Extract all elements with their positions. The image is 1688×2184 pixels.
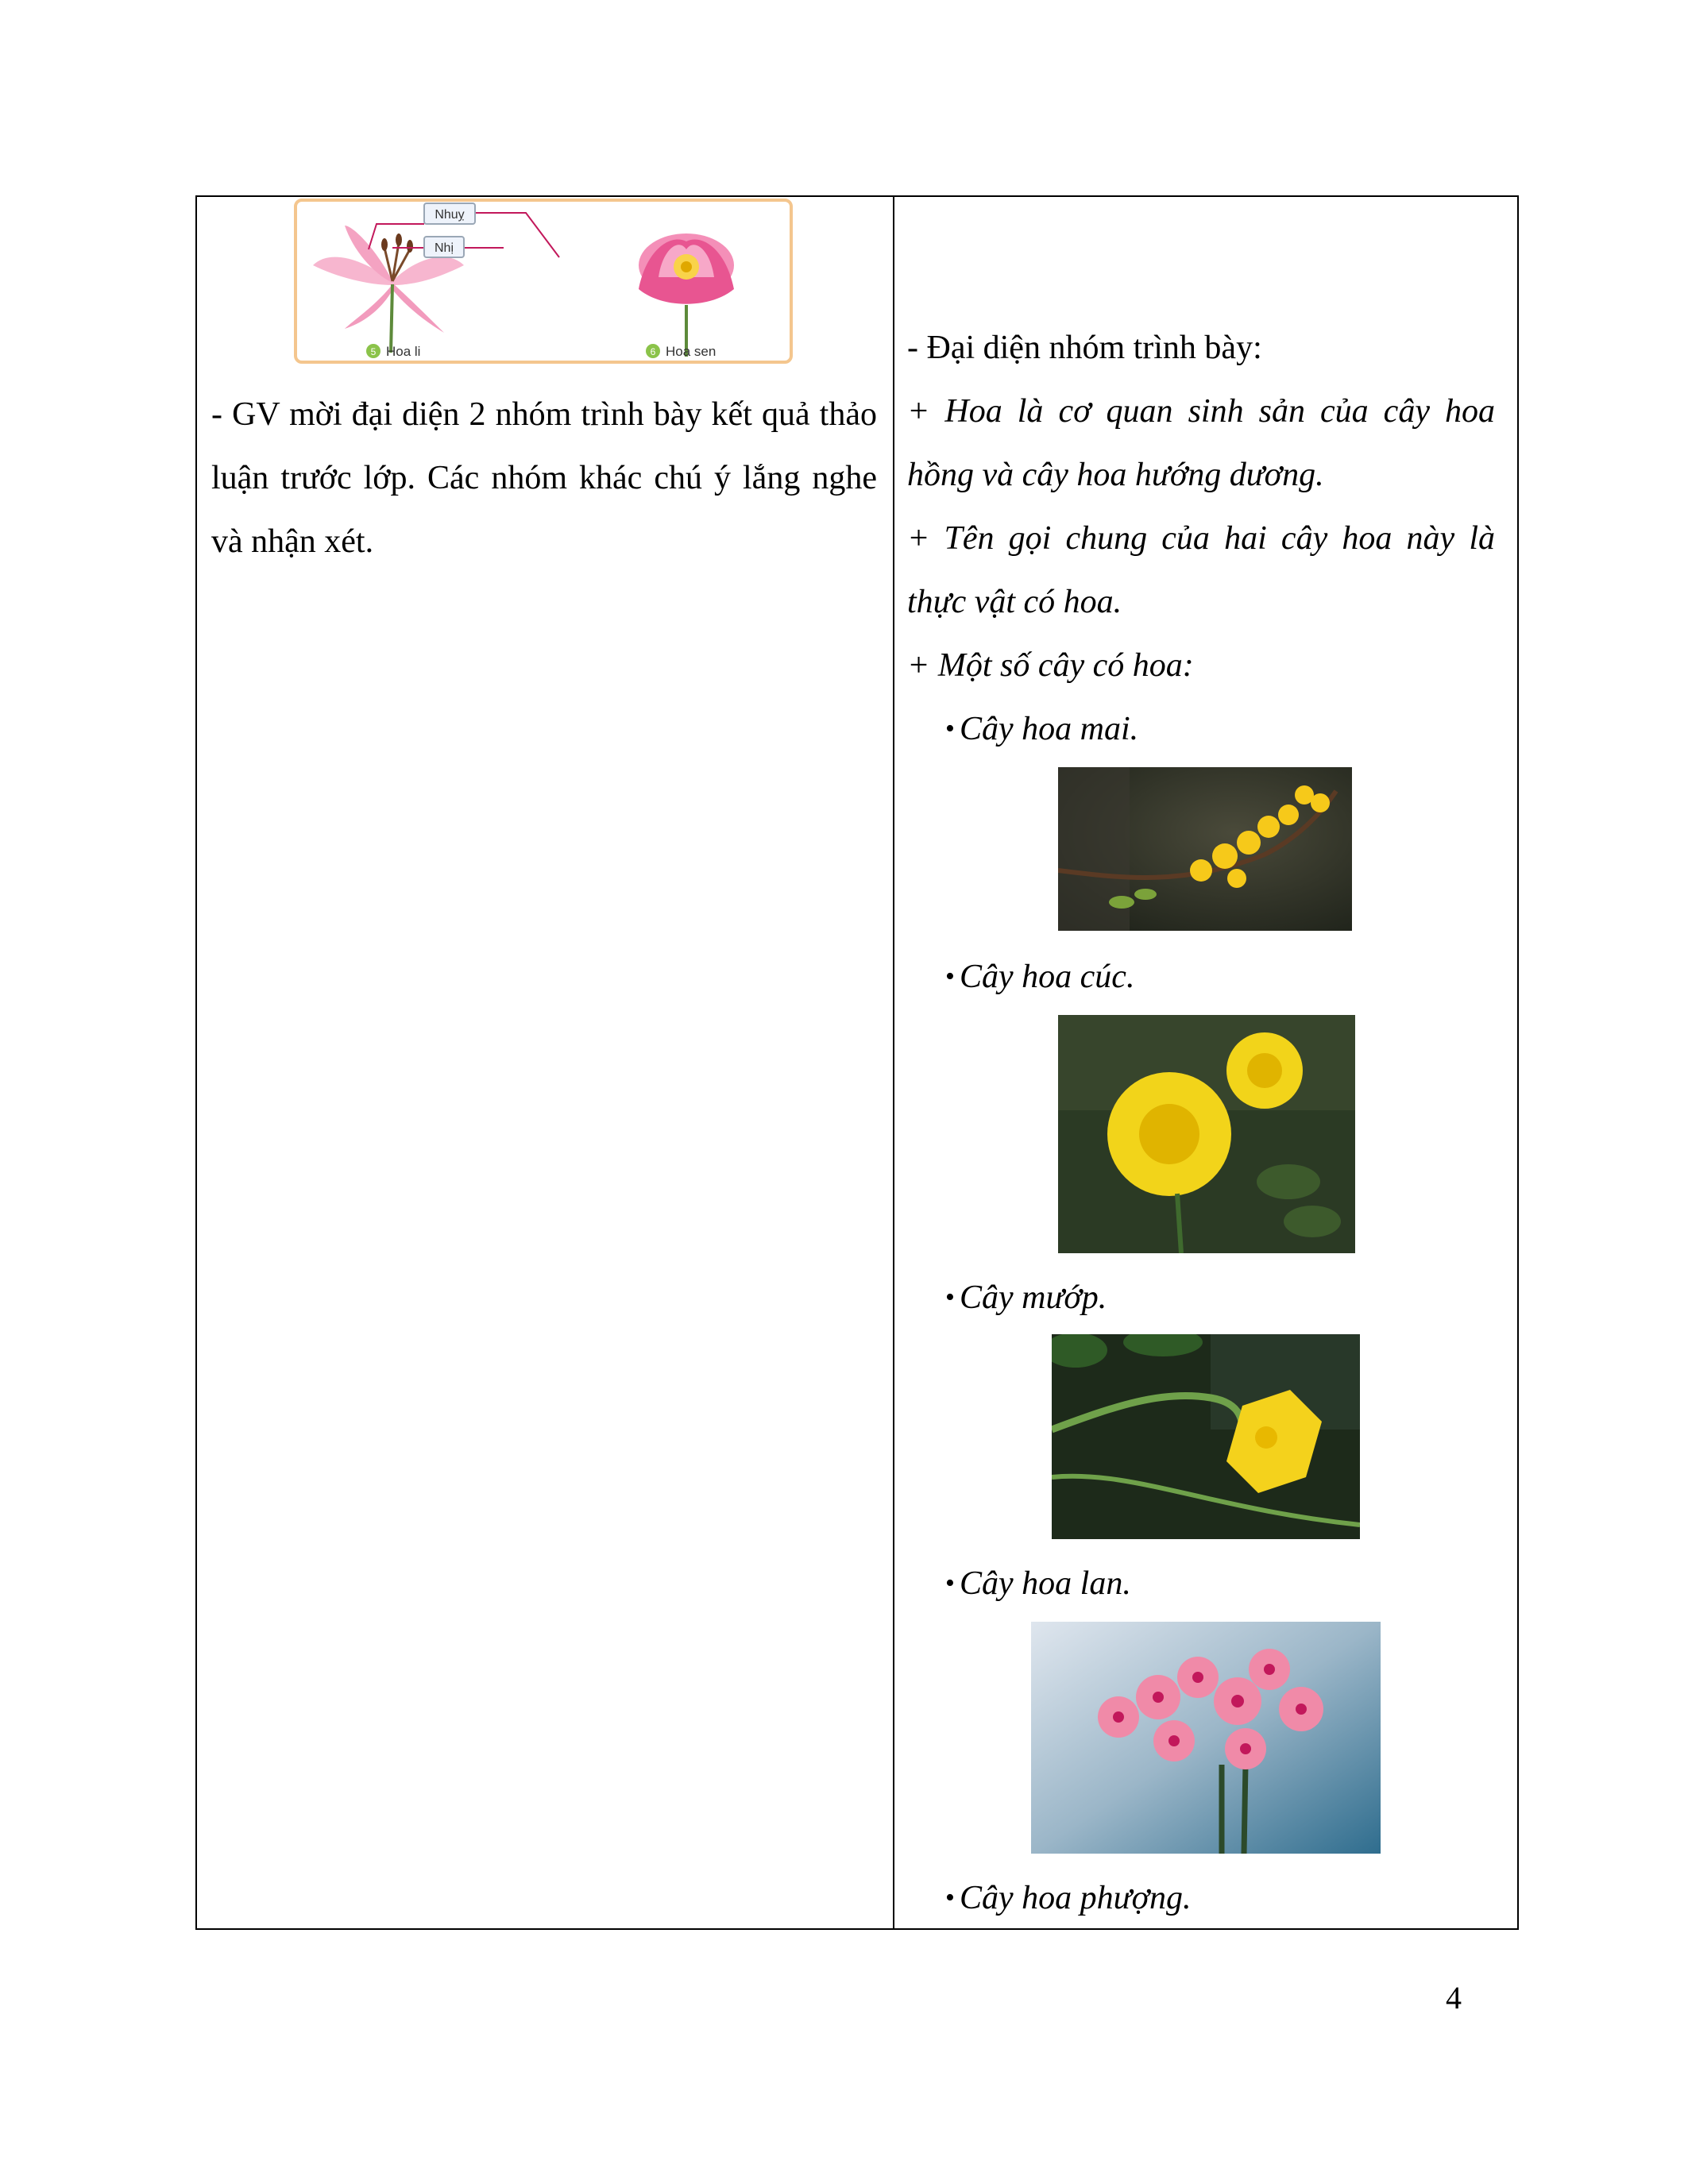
label-box-pistil <box>424 203 475 224</box>
teacher-instruction: - GV mời đại diện 2 nhóm trình bày kết quả thảo luận trước lớp. Các nhóm khác chú ý lắng nghe và nhận xét. <box>211 396 877 560</box>
photo-hoa-mai <box>1058 767 1352 931</box>
flower-diagram-svg <box>297 202 790 361</box>
caption-lily-number: 5 <box>370 346 377 357</box>
bullet-label: Cây hoa mai. <box>960 711 1139 747</box>
bullet-icon: • <box>945 962 955 991</box>
bullet-label: Cây hoa lan. <box>960 1565 1131 1602</box>
point-flower-organ: + Hoa là cơ quan sinh sản của cây hoa hồng và cây hoa hướng dương. <box>907 393 1495 493</box>
group-presentation-intro: - Đại diện nhóm trình bày: <box>907 330 1262 366</box>
bullet-icon: • <box>945 1283 955 1312</box>
photo-hoa-lan <box>1031 1622 1381 1854</box>
bullet-label: Cây hoa phượng. <box>960 1880 1192 1916</box>
flower-parts-diagram <box>294 199 793 364</box>
photo-muop <box>1052 1334 1360 1539</box>
photo-hoa-cuc <box>1058 1015 1355 1253</box>
page-number: 4 <box>1446 1980 1462 2016</box>
bullet-icon: • <box>945 714 955 743</box>
label-box-stamen <box>424 237 464 257</box>
bullet-icon: • <box>945 1883 955 1912</box>
caption-lotus-text: Hoa sen <box>666 344 717 359</box>
bullet-label: Cây mướp. <box>960 1279 1107 1316</box>
label-pistil: Nhuỵ <box>435 208 465 222</box>
caption-lily-text: Hoa li <box>386 344 421 359</box>
point-common-name: + Tên gọi chung của hai cây hoa này là thực vật có hoa. <box>907 520 1495 620</box>
caption-lotus <box>646 344 716 359</box>
bullet-label: Cây hoa cúc. <box>960 959 1135 995</box>
lotus-illustration <box>639 233 734 357</box>
caption-lotus-number: 6 <box>650 346 656 357</box>
caption-lily <box>366 344 420 359</box>
content-table <box>195 195 1519 1930</box>
point-some-plants: + Một số cây có hoa: <box>907 647 1194 684</box>
bullet-icon: • <box>945 1569 955 1598</box>
column-divider <box>893 197 894 1928</box>
label-stamen: Nhị <box>434 241 454 255</box>
